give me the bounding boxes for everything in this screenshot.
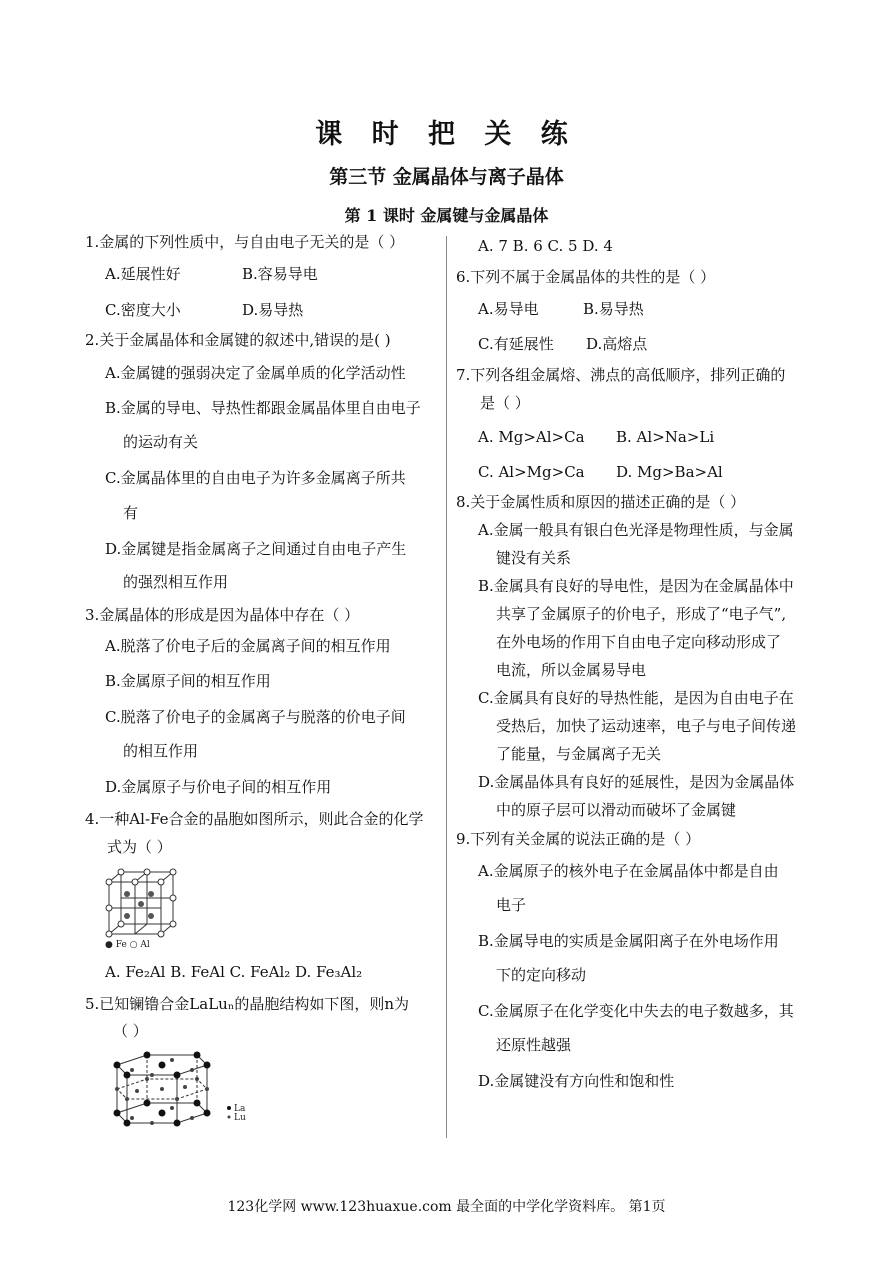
q3-option-c-cont: 的相互作用 bbox=[123, 742, 199, 760]
q3-option-c: C.脱落了价电子的金属离子与脱落的价电子间 bbox=[105, 708, 406, 726]
q9-option-a-cont: 电子 bbox=[496, 896, 527, 914]
q6-option-b: B.易导热 bbox=[583, 300, 644, 318]
q1-option-c: C.密度大小 bbox=[105, 301, 181, 319]
q2-option-c: C.金属晶体里的自由电子为许多金属离子所共 bbox=[105, 469, 406, 487]
q9-option-c: C.金属原子在化学变化中失去的电子数越多，其 bbox=[478, 1002, 794, 1020]
page-footer: 123化学网 www.123huaxue.com 最全面的中学化学资料库。 第1页 bbox=[227, 1199, 666, 1215]
q1-option-d: D.易导热 bbox=[242, 301, 304, 319]
q3-stem: 3.金属晶体的形成是因为晶体中存在（ ） bbox=[85, 606, 360, 624]
q8-option-b: B.金属具有良好的导电性，是因为在金属晶体中 bbox=[478, 577, 794, 595]
q8-option-b-cont3: 电流，所以金属易导电 bbox=[496, 661, 647, 679]
q2-stem: 2.关于金属晶体和金属键的叙述中,错误的是( ) bbox=[85, 331, 391, 349]
alfe-unit-cell-figure bbox=[105, 868, 180, 950]
q3-option-b: B.金属原子间的相互作用 bbox=[105, 672, 271, 690]
q2-option-b-cont: 的运动有关 bbox=[123, 433, 199, 451]
q3-option-d: D.金属原子与价电子间的相互作用 bbox=[105, 778, 332, 796]
q5-options: A. 7 B. 6 C. 5 D. 4 bbox=[478, 237, 613, 255]
q7-stem: 7.下列各组金属熔、沸点的高低顺序，排列正确的 bbox=[456, 366, 786, 384]
alfe-legend: ● Fe ○ Al bbox=[105, 940, 150, 950]
q8-option-d-cont: 中的原子层可以滑动而破坏了金属键 bbox=[496, 801, 737, 819]
q4-stem-cont: 式为（ ） bbox=[107, 838, 172, 856]
q9-option-d: D.金属键没有方向性和饱和性 bbox=[478, 1072, 675, 1090]
q3-option-a: A.脱落了价电子后的金属离子间的相互作用 bbox=[105, 637, 391, 655]
q8-option-c: C.金属具有良好的导热性能，是因为自由电子在 bbox=[478, 689, 794, 707]
q8-option-a-cont: 键没有关系 bbox=[496, 549, 572, 567]
section-title: 第三节 金属晶体与离子晶体 bbox=[329, 166, 564, 188]
q9-option-a: A.金属原子的核外电子在金属晶体中都是自由 bbox=[478, 862, 779, 880]
q8-option-a: A.金属一般具有银白色光泽是物理性质，与金属 bbox=[478, 521, 794, 539]
page-title: 课 时 把 关 练 bbox=[315, 119, 578, 150]
q1-stem: 1.金属的下列性质中，与自由电子无关的是（ ） bbox=[85, 233, 405, 251]
q8-option-c-cont2: 了能量，与金属离子无关 bbox=[496, 745, 662, 763]
lalu-legend-la: La bbox=[234, 1104, 246, 1114]
q8-option-b-cont2: 在外电场的作用下自由电子定向移动形成了 bbox=[496, 633, 782, 651]
q9-stem: 9.下列有关金属的说法正确的是（ ） bbox=[456, 830, 701, 848]
column-divider bbox=[446, 236, 447, 1138]
q4-stem: 4.一种Al-Fe合金的晶胞如图所示，则此合金的化学 bbox=[85, 810, 424, 828]
q2-option-b: B.金属的导电、导热性都跟金属晶体里自由电子 bbox=[105, 399, 421, 417]
q8-option-d: D.金属晶体具有良好的延展性，是因为金属晶体 bbox=[478, 773, 795, 791]
q2-option-d-cont: 的强烈相互作用 bbox=[123, 573, 229, 591]
q7-stem-cont: 是（ ） bbox=[480, 394, 530, 412]
q6-option-c: C.有延展性 bbox=[478, 335, 554, 353]
q7-option-b: B. Al>Na>Li bbox=[616, 428, 715, 446]
q9-option-b: B.金属导电的实质是金属阳离子在外电场作用 bbox=[478, 932, 779, 950]
q7-option-d: D. Mg>Ba>Al bbox=[616, 463, 723, 481]
q1-option-a: A.延展性好 bbox=[105, 265, 181, 283]
q5-stem: 5.已知镧镥合金LaLuₙ的晶胞结构如下图，则n为 bbox=[85, 995, 409, 1013]
q8-option-b-cont1: 共享了金属原子的价电子，形成了“电子气”, bbox=[496, 605, 787, 623]
q2-option-a: A.金属键的强弱决定了金属单质的化学活动性 bbox=[105, 364, 406, 382]
q6-stem: 6.下列不属于金属晶体的共性的是（ ） bbox=[456, 268, 716, 286]
q8-option-c-cont1: 受热后，加快了运动速率，电子与电子间传递 bbox=[496, 717, 797, 735]
lalu-legend-lu: Lu bbox=[234, 1113, 246, 1123]
q9-option-b-cont: 下的定向移动 bbox=[496, 966, 587, 984]
q7-option-a: A. Mg>Al>Ca bbox=[478, 428, 585, 446]
q4-options: A. Fe₂Al B. FeAl C. FeAl₂ D. Fe₃Al₂ bbox=[105, 963, 363, 981]
q9-option-c-cont: 还原性越强 bbox=[496, 1036, 572, 1054]
q8-stem: 8.关于金属性质和原因的描述正确的是（ ） bbox=[456, 493, 746, 511]
q2-option-c-cont: 有 bbox=[123, 504, 139, 522]
q1-option-b: B.容易导电 bbox=[242, 265, 318, 283]
lalu-crystal-figure bbox=[107, 1051, 257, 1131]
q6-option-d: D.高熔点 bbox=[586, 335, 648, 353]
lesson-title: 第 1 课时 金属键与金属晶体 bbox=[344, 206, 549, 225]
q2-option-d: D.金属键是指金属离子之间通过自由电子产生 bbox=[105, 540, 407, 558]
q7-option-c: C. Al>Mg>Ca bbox=[478, 463, 585, 481]
q5-stem-cont: （ ） bbox=[113, 1022, 148, 1040]
q6-option-a: A.易导电 bbox=[478, 300, 539, 318]
